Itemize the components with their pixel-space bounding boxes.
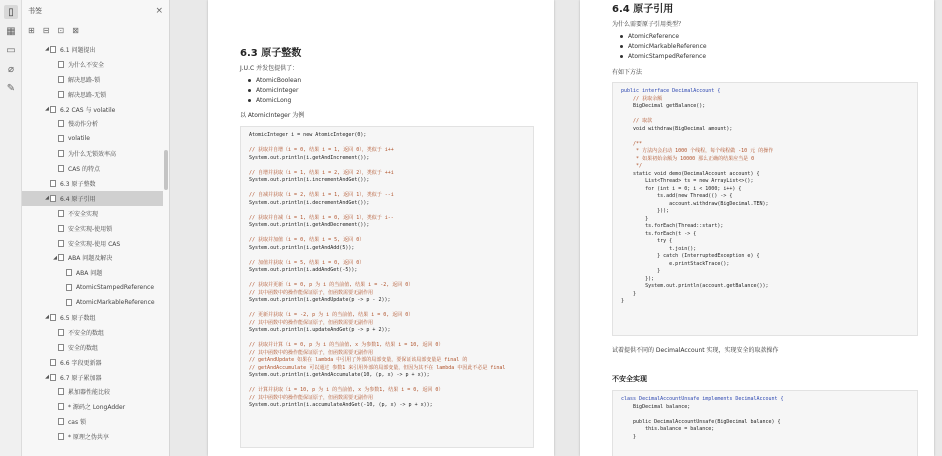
bookmark-item[interactable] — [22, 102, 163, 117]
code-line: this.balance = balance; — [621, 426, 715, 432]
bookmark-item[interactable] — [22, 355, 163, 370]
page-icon — [58, 225, 64, 232]
code-line: } — [621, 290, 637, 297]
page-icon — [58, 403, 64, 410]
bookmark-item[interactable] — [22, 72, 163, 87]
bookmark-item[interactable] — [22, 265, 163, 280]
code-line: } — [621, 215, 649, 222]
code-line — [621, 111, 909, 119]
bookmark-item[interactable] — [22, 310, 163, 325]
code-line: System.out.println(i.updateAndGet(p -> p + 2)); — [249, 327, 391, 333]
code-line: }); — [621, 275, 655, 282]
bookmark-item[interactable] — [22, 340, 163, 355]
list-item: AtomicLong — [248, 95, 301, 105]
bookmark-item[interactable] — [22, 429, 163, 444]
section-title: 6.4 原子引用 — [612, 4, 674, 15]
bookmark-item[interactable] — [22, 42, 163, 57]
code-line: t.join(); — [621, 245, 697, 252]
bookmark-label: 累加器性能比较 — [68, 389, 111, 397]
code-line: // 加值并获取（i = 5, 结果 i = 0, 返回 0） — [249, 259, 365, 266]
code-line: // 获取并计算（i = 0, p 为 i 的当前值, x 为参数1, 结果 i = 10, 返回 0） — [249, 342, 444, 348]
subsection-title: 不安全实现 — [612, 375, 647, 383]
question-text: 为什么需要原子引用类型？ — [612, 21, 685, 28]
code-line: } — [621, 433, 637, 440]
expand-triangle-icon[interactable]: ◢ — [45, 46, 49, 53]
bookmark-item[interactable] — [22, 131, 163, 146]
code-line — [249, 335, 525, 343]
bookmark-label: CAS 的特点 — [68, 166, 101, 174]
code-line: */ — [621, 163, 643, 169]
code-line: // 获取并自增（i = 0, 结果 i = 1, 返回 0），类似于 i++ — [249, 147, 394, 153]
code-line: e.printStackTrace(); — [621, 260, 730, 267]
bookmark-label: 安全实现-使用 CAS — [68, 240, 121, 248]
code-line: // getAndUpdate 如果在 lambda 中引用了外部的局部变量，要保证该局部变量是 final 的 — [249, 357, 468, 363]
page-icon — [58, 120, 64, 127]
bookmark-label: cas 锁 — [68, 419, 87, 427]
page-icon — [66, 299, 72, 306]
bookmark-label: 6.1 问题提出 — [60, 46, 96, 54]
expand-triangle-icon[interactable]: ◢ — [45, 106, 49, 112]
intro-text: J.U.C 并发包提供了： — [240, 65, 299, 72]
code-line: // 获取并加值（i = 0, 结果 i = 5, 返回 0） — [249, 237, 365, 243]
list-item: AtomicStampedReference — [620, 51, 707, 61]
code-line: // 更新并获取（i = -2, p 为 i 的当前值, 结果 i = 0, 返回 0） — [249, 312, 414, 318]
bookmark-panel — [22, 0, 170, 456]
page-icon — [58, 433, 64, 440]
tool-rail — [0, 0, 22, 456]
bookmark-label: * 源码之 LongAdder — [68, 404, 126, 412]
code-line: System.out.println(i.accumulateAndGet(-10, (p, x) -> p + x)); — [249, 402, 433, 408]
code-line: // getAndAccumulate 可以通过 参数1 来引用外部的局部变量，但因为其不在 lambda 中因此不必是 final — [249, 364, 506, 371]
bookmark-item[interactable] — [22, 325, 163, 340]
code-line: static void demo(DecimalAccount account) { — [621, 170, 760, 177]
page-icon — [58, 76, 64, 83]
bookmark-item[interactable] — [22, 176, 163, 191]
page-icon — [58, 329, 64, 336]
bookmark-item[interactable] — [22, 87, 163, 102]
page-icon — [58, 388, 64, 395]
code-line: // 取款 — [621, 118, 653, 124]
code-line: System.out.println(i.addAndGet(-5)); — [249, 267, 358, 273]
page-icon — [66, 284, 72, 291]
bookmark-label: 不安全的数组 — [68, 329, 105, 337]
bookmark-item[interactable] — [22, 57, 163, 72]
signature-icon[interactable]: ✎ — [6, 82, 16, 94]
expand-triangle-icon[interactable]: ◢ — [45, 314, 49, 321]
bookmark-label: 为什么不安全 — [68, 61, 105, 69]
code-line — [249, 207, 525, 215]
code-line: class DecimalAccountUnsafe implements DecimalAccount { — [621, 396, 784, 402]
bookmark-label: 6.4 原子引用 — [60, 195, 96, 203]
bookmark-label: ABA 问题及解决 — [68, 255, 113, 263]
expand-triangle-icon[interactable]: ◢ — [45, 374, 49, 381]
class-list — [620, 31, 707, 61]
list-item: AtomicReference — [620, 31, 707, 41]
code-line: System.out.println(i.decrementAndGet()); — [249, 199, 370, 206]
code-line: System.out.println(account.getBalance()); — [621, 283, 769, 289]
page-icon — [50, 46, 56, 53]
code-line: BigDecimal balance; — [621, 403, 691, 410]
page-icon — [50, 180, 56, 187]
code-line: // 计算并获取（i = 10, p 为 i 的当前值, x 为参数1, 结果 i = 0, 返回 0） — [249, 387, 444, 393]
bookmark-label: 6.5 原子数组 — [60, 314, 96, 322]
page-icon — [58, 91, 64, 98]
example-text: 以 AtomicInteger 为例 — [240, 112, 305, 119]
code-block — [612, 390, 918, 456]
bookmark-label: 6.7 原子累加器 — [60, 374, 102, 382]
section-title: 6.3 原子整数 — [240, 48, 302, 59]
thumbnail-icon[interactable]: ▦ — [6, 25, 16, 37]
add-bookmark-icon[interactable]: ⊡ — [57, 25, 65, 35]
after-text: 试着提供不同的 DecimalAccount 实现，实现安全的取款操作 — [612, 347, 779, 354]
expand-all-icon[interactable]: ⊞ — [28, 25, 35, 35]
code-line: })); — [621, 208, 670, 214]
bookmark-label: ABA 问题 — [76, 270, 103, 278]
page-icon — [58, 61, 64, 68]
expand-triangle-icon[interactable]: ◢ — [53, 254, 57, 261]
bookmark-options-icon[interactable]: ⊠ — [72, 25, 79, 35]
code-line: System.out.println(i.getAndAccumulate(10, (p, x) -> p + x)); — [249, 372, 430, 378]
bookmark-item[interactable] — [22, 221, 163, 236]
code-line: // 其中函数中的操作能保证原子，但函数需要无副作用 — [249, 349, 374, 356]
bookmark-item[interactable] — [22, 191, 163, 206]
collapse-all-icon[interactable]: ⊟ — [42, 25, 50, 35]
code-line: System.out.println(i.getAndUpdate(p -> p - 2)); — [249, 297, 391, 303]
bookmark-item[interactable] — [22, 146, 163, 161]
code-line: } — [621, 298, 625, 304]
method-text: 有如下方法 — [612, 69, 643, 76]
page-icon — [50, 195, 56, 202]
code-line: } catch (InterruptedException e) { — [621, 253, 760, 259]
list-item: AtomicMarkableReference — [620, 41, 707, 51]
class-list — [248, 75, 301, 105]
code-line — [249, 380, 525, 388]
page-icon — [58, 135, 64, 142]
attachment-icon[interactable]: ⌀ — [7, 63, 15, 75]
bookmark-label: 安全的数组 — [68, 344, 99, 352]
code-line — [621, 133, 909, 141]
page-icon — [58, 210, 64, 217]
code-line: /** — [621, 140, 643, 147]
code-line — [249, 185, 525, 193]
page-icon — [58, 165, 64, 172]
page-icon — [58, 240, 64, 247]
page-icon — [58, 254, 64, 261]
bookmark-item[interactable] — [22, 116, 163, 131]
bookmark-label: 为什么无锁效率高 — [68, 151, 117, 159]
bookmark-label: 安全实现-使用锁 — [68, 225, 113, 233]
code-line: System.out.println(i.incrementAndGet()); — [249, 177, 370, 183]
code-block — [612, 82, 918, 336]
code-line — [249, 230, 525, 238]
page-icon — [50, 314, 56, 321]
page-icon — [50, 106, 56, 113]
bookmark-label: 6.6 字段更新器 — [60, 359, 102, 367]
bookmark-label: 6.2 CAS 与 volatile — [60, 106, 116, 114]
code-line: void withdraw(BigDecimal amount); — [621, 125, 733, 132]
code-line: BigDecimal getBalance(); — [621, 103, 706, 109]
bookmark-label: volatile — [68, 135, 90, 143]
document-page-left — [208, 0, 554, 456]
bookmark-panel-title: 书签 — [28, 7, 42, 15]
code-line — [249, 305, 525, 313]
code-line: public DecimalAccountUnsafe(BigDecimal balance) { — [621, 418, 781, 425]
bookmark-label: AtomicStampedReference — [76, 284, 155, 292]
code-line: System.out.println(i.getAndAdd(5)); — [249, 244, 355, 251]
code-line: System.out.println(i.getAndIncrement()); — [249, 154, 370, 161]
bookmark-item[interactable] — [22, 399, 163, 414]
code-line: try { — [621, 238, 673, 244]
code-line: List<Thread> ts = new ArrayList<>(); — [621, 178, 754, 184]
code-line: // 获取并更新（i = 0, p 为 i 的当前值, 结果 i = -2, 返回 0） — [249, 282, 414, 288]
bookmark-label: 6.3 原子整数 — [60, 180, 96, 188]
code-line: System.out.println(i.getAndDecrement()); — [249, 222, 370, 228]
expand-triangle-icon[interactable]: ◢ — [45, 195, 49, 202]
code-line: } — [621, 268, 661, 274]
bookmark-label: * 原理之伪共享 — [68, 434, 109, 442]
code-line — [621, 411, 909, 419]
close-icon[interactable]: × — [155, 6, 163, 16]
page-icon — [66, 269, 72, 276]
code-line: // 其中函数中的操作能保证原子，但函数需要无副作用 — [249, 289, 374, 296]
code-line: * 方法内会启动 1000 个线程，每个线程做 -10 元 的操作 — [621, 148, 774, 154]
code-line: AtomicInteger i = new AtomicInteger(0); — [249, 132, 367, 138]
bookmark-icon[interactable]: ▯ — [4, 5, 18, 19]
bookmark-item[interactable] — [22, 370, 163, 385]
code-line: // 获取并自减（i = 1, 结果 i = 0, 返回 1），类似于 i-- — [249, 214, 394, 221]
list-item: AtomicInteger — [248, 85, 301, 95]
bookmark-item[interactable] — [22, 384, 163, 399]
code-line — [249, 275, 525, 283]
code-line — [249, 162, 525, 170]
bookmark-item[interactable] — [22, 236, 163, 251]
page-icon — [50, 374, 56, 381]
bookmark-label: 解决思路-锁 — [68, 76, 101, 84]
bookmark-label: AtomicMarkableReference — [76, 299, 155, 307]
bookmark-item[interactable] — [22, 250, 163, 265]
bookmark-scrollbar[interactable] — [164, 150, 168, 190]
code-line: // 其中函数中的操作能保证原子，但函数需要无副作用 — [249, 319, 374, 326]
bookmark-item[interactable] — [22, 280, 163, 295]
bookmark-list — [22, 42, 163, 456]
page-icon — [58, 150, 64, 157]
bookmark-item[interactable] — [22, 206, 163, 221]
code-line: ts.forEach(t -> { — [621, 230, 697, 237]
code-line — [249, 140, 525, 148]
code-line: ts.add(new Thread(() -> { — [621, 193, 733, 199]
code-line: public interface DecimalAccount { — [621, 88, 721, 94]
bookmark-item[interactable] — [22, 161, 163, 176]
page-icon — [50, 359, 56, 366]
page-icon — [58, 418, 64, 425]
document-page-right — [580, 0, 934, 456]
code-line: account.withdraw(BigDecimal.TEN); — [621, 200, 769, 207]
code-line: for (int i = 0; i < 1000; i++) { — [621, 185, 742, 192]
code-line: ts.forEach(Thread::start); — [621, 223, 724, 229]
code-line: // 获取余额 — [621, 95, 663, 102]
bookmark-label: 慢动作分析 — [68, 121, 99, 129]
bookmark-label: 不安全实现 — [68, 210, 99, 218]
code-line — [249, 252, 525, 260]
code-line: * 如果初始余额为 10000 那么正确的结果应当是 0 — [621, 155, 755, 162]
code-line: // 其中函数中的操作能保证原子，但函数需要无副作用 — [249, 394, 374, 401]
code-line: // 自减并获取（i = 2, 结果 i = 1, 返回 1），类似于 --i — [249, 192, 394, 198]
bookmark-item[interactable] — [22, 295, 163, 310]
comment-icon[interactable]: ▭ — [6, 44, 16, 56]
bookmark-label: 解决思路-无锁 — [68, 91, 107, 99]
list-item: AtomicBoolean — [248, 75, 301, 85]
page-icon — [58, 344, 64, 351]
bookmark-item[interactable] — [22, 414, 163, 429]
code-line: // 自增并获取（i = 1, 结果 i = 2, 返回 2），类似于 ++i — [249, 169, 394, 176]
code-block — [240, 126, 534, 448]
